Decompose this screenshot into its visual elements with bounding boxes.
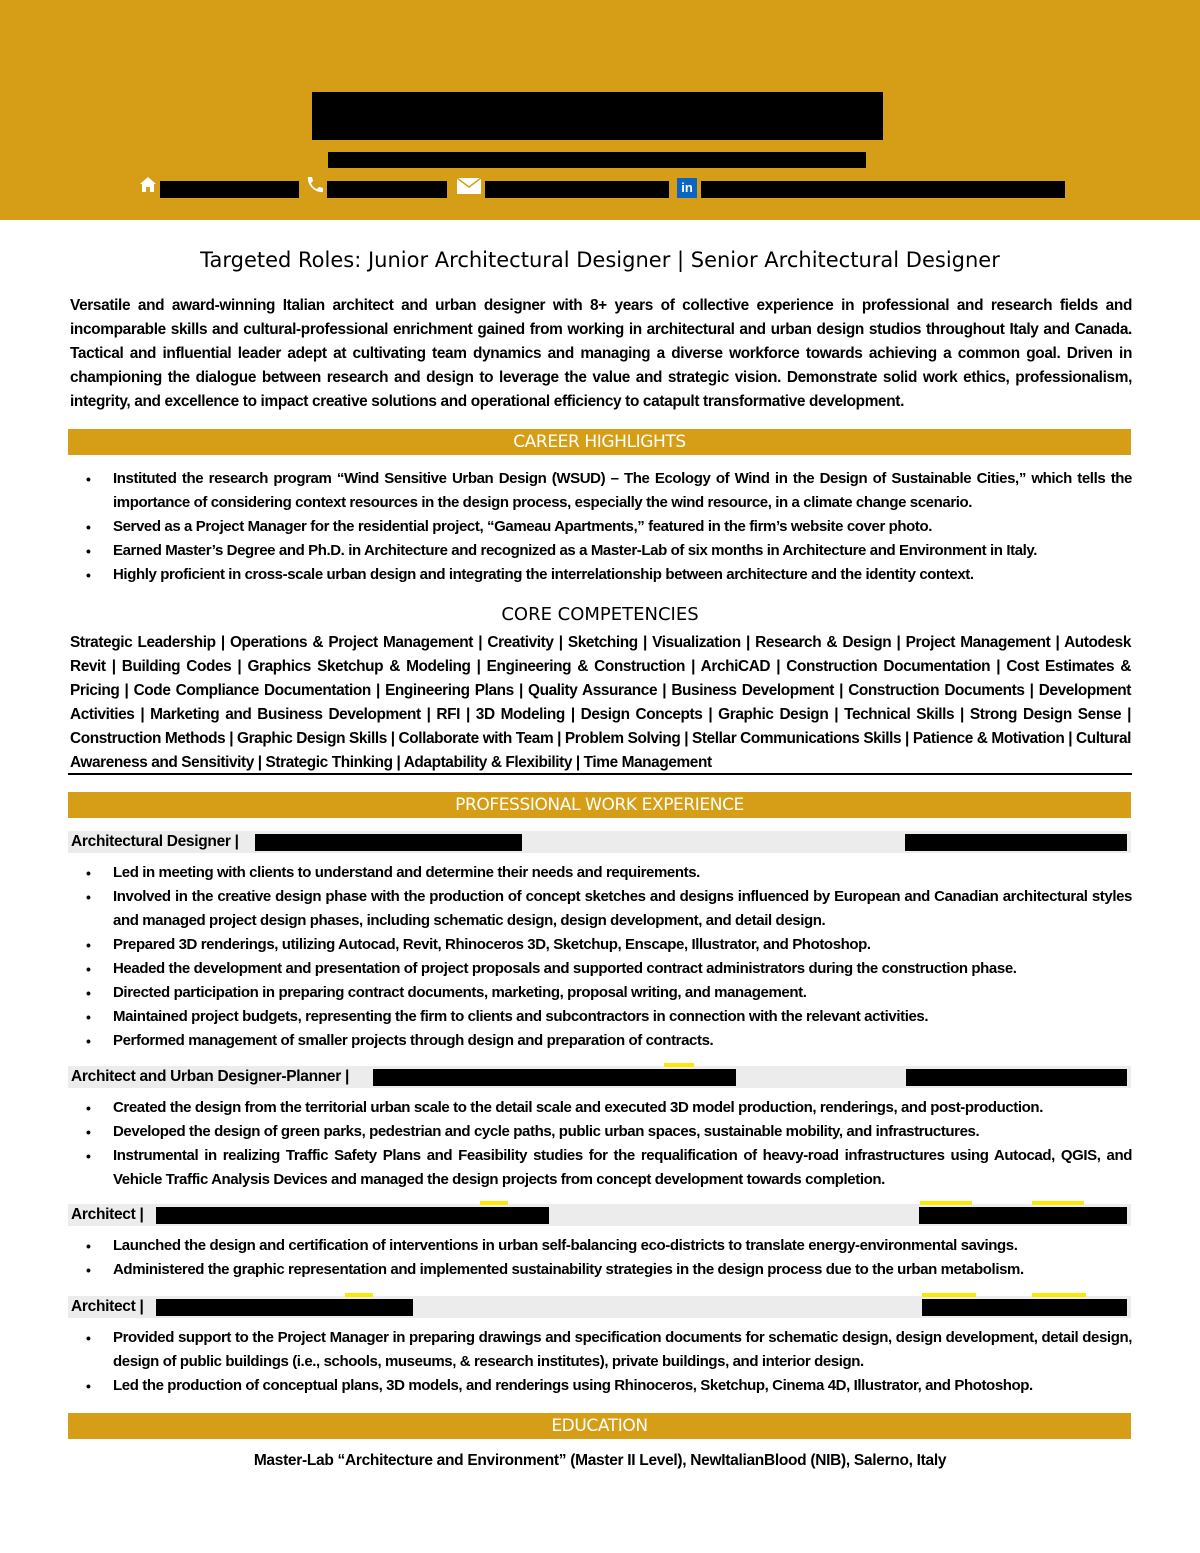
job-header-row bbox=[68, 1204, 1131, 1226]
redacted-dates bbox=[919, 1207, 1127, 1224]
job-duties-list bbox=[86, 1096, 1132, 1192]
job-duties-list bbox=[86, 1234, 1132, 1282]
job-title: Architectural Designer | bbox=[71, 833, 239, 850]
header-banner bbox=[0, 0, 1200, 220]
job-duties-list bbox=[86, 1326, 1132, 1398]
list-item: • Led in meeting with clients to understand and determine their needs and requirements. bbox=[86, 861, 1132, 885]
redacted-linkedin-url[interactable] bbox=[701, 181, 1065, 198]
highlight-mark bbox=[345, 1293, 373, 1297]
highlight-mark bbox=[664, 1063, 694, 1067]
targeted-roles: Targeted Roles: Junior Architectural Designer | Senior Architectural Designer bbox=[200, 248, 1000, 272]
list-item: • Instituted the research program “Wind Sensitive Urban Design (WSUD) – The Ecology of Wind in the Design of Sustainable Cities,” which tells the importance of considering context resources in the design process, especially the wind resource, in a climate change scenario. bbox=[86, 467, 1132, 515]
list-item: • Directed participation in preparing contract documents, marketing, proposal writing, and management. bbox=[86, 981, 1132, 1005]
redacted-name bbox=[312, 92, 883, 140]
redacted-employer bbox=[255, 834, 522, 851]
list-item: • Involved in the creative design phase with the production of concept sketches and designs influenced by European and Canadian architectural styles and managed project design phases, including schematic design, design development, and detail design. bbox=[86, 885, 1132, 933]
list-item: • Headed the development and presentation of project proposals and supported contract administrators during the construction phase. bbox=[86, 957, 1132, 981]
section-header-core-competencies: CORE COMPETENCIES bbox=[501, 604, 699, 625]
list-item: • Provided support to the Project Manager in preparing drawings and specification documents for schematic design, design development, detail design, design of public buildings (i.e., schools, museums, & research institutes), private buildings, and interior design. bbox=[86, 1326, 1132, 1374]
redacted-employer bbox=[156, 1299, 413, 1316]
section-header-career-highlights: CAREER HIGHLIGHTS bbox=[68, 429, 1131, 455]
list-item: • Administered the graphic representation and implemented sustainability strategies in the design process due to the urban metabolism. bbox=[86, 1258, 1132, 1282]
education-entry: Master-Lab “Architecture and Environment” (Master II Level), NewItalianBlood (NIB), Salerno, Italy bbox=[253, 1452, 947, 1469]
redacted-employer bbox=[156, 1207, 549, 1224]
list-item: • Created the design from the territorial urban scale to the detail scale and executed 3D model production, renderings, and post-production. bbox=[86, 1096, 1132, 1120]
professional-summary: Versatile and award-winning Italian architect and urban designer with 8+ years of collective experience in professional and research fields and incomparable skills and cultural-professional enrichment gained from working in architectural and urban design studios throughout Italy and Canada. Tactical and influential leader adept at cultivating team dynamics and managing a diverse workforce towards achieving a common goal. Driven in championing the dialogue between research and design to leverage the value and strategic vision. Demonstrate solid work ethics, professionalism, integrity, and excellence to impact creative solutions and operational efficiency to catapult transformative development. bbox=[70, 297, 1132, 410]
job-header-row bbox=[68, 1066, 1131, 1088]
list-item: • Maintained project budgets, representing the firm to clients and subcontractors in connection with the relevant activities. bbox=[86, 1005, 1132, 1029]
list-item: • Earned Master’s Degree and Ph.D. in Architecture and recognized as a Master-Lab of six months in Architecture and Environment in Italy. bbox=[86, 539, 1132, 563]
redacted-dates bbox=[906, 1069, 1127, 1086]
list-item: • Launched the design and certification of interventions in urban self-balancing eco-districts to translate energy-environmental savings. bbox=[86, 1234, 1132, 1258]
list-item: • Served as a Project Manager for the residential project, “Gameau Apartments,” featured in the firm’s website cover photo. bbox=[86, 515, 1132, 539]
redacted-dates bbox=[922, 1299, 1127, 1316]
highlight-mark bbox=[1032, 1293, 1086, 1297]
email-icon bbox=[457, 178, 477, 198]
highlight-mark bbox=[1032, 1201, 1084, 1205]
job-title: Architect and Urban Designer-Planner | bbox=[71, 1068, 350, 1085]
list-item: • Highly proficient in cross-scale urban design and integrating the interrelationship between architecture and the identity context. bbox=[86, 563, 1132, 587]
highlight-mark bbox=[922, 1293, 976, 1297]
job-title: Architect | bbox=[71, 1298, 144, 1315]
job-header-row bbox=[68, 831, 1131, 853]
redacted-phone bbox=[327, 181, 447, 198]
section-header-work-experience: PROFESSIONAL WORK EXPERIENCE bbox=[68, 792, 1131, 818]
redacted-employer bbox=[373, 1069, 736, 1086]
career-highlights-list bbox=[86, 467, 1132, 587]
list-item: • Performed management of smaller projects through design and preparation of contracts. bbox=[86, 1029, 1132, 1053]
redacted-email bbox=[485, 181, 669, 198]
redacted-tagline bbox=[328, 152, 866, 168]
job-duties-list bbox=[86, 861, 1132, 1053]
job-header-row bbox=[68, 1296, 1131, 1318]
list-item: • Instrumental in realizing Traffic Safety Plans and Feasibility studies for the requalification of heavy-road infrastructures using Autocad, QGIS, and Vehicle Traffic Analysis Devices and managed the design projects from concept development towards completion. bbox=[86, 1144, 1132, 1192]
redacted-address bbox=[160, 181, 299, 198]
linkedin-label: in bbox=[681, 180, 693, 195]
home-icon bbox=[139, 176, 159, 196]
list-item: • Prepared 3D renderings, utilizing Autocad, Revit, Rhinoceros 3D, Sketchup, Enscape, Illustrator, and Photoshop. bbox=[86, 933, 1132, 957]
job-title: Architect | bbox=[71, 1206, 144, 1223]
list-item: • Developed the design of green parks, pedestrian and cycle paths, public urban spaces, sustainable mobility, and infrastructures. bbox=[86, 1120, 1132, 1144]
linkedin-icon[interactable] bbox=[677, 178, 697, 198]
highlight-mark bbox=[920, 1201, 972, 1205]
phone-icon bbox=[305, 176, 325, 196]
redacted-dates bbox=[905, 834, 1127, 851]
section-header-education: EDUCATION bbox=[68, 1413, 1131, 1439]
list-item: • Led the production of conceptual plans, 3D models, and renderings using Rhinoceros, Sketchup, Cinema 4D, Illustrator, and Photoshop. bbox=[86, 1374, 1132, 1398]
core-competencies-list: Strategic Leadership | Operations & Project Management | Creativity | Sketching | Visualization | Research & Design | Project Management | Autodesk Revit | Building Codes | Graphics Sketchup & Modeling | Engineering & Construction | ArchiCAD | Construction Documentation | Cost Estimates & Pricing | Code Compliance Documentation | Engineering Plans | Quality Assurance | Business Development | Construction Documents | Development Activities | Marketing and Business Development | RFI | 3D Modeling | Design Concepts | Graphic Design | Technical Skills | Strong Design Sense | Construction Methods | Graphic Design Skills | Collaborate with Team | Problem Solving | Stellar Communications Skills | Patience & Motivation | Cultural Awareness and Sensitivity | Strategic Thinking | Adaptability & Flexibility | Time Management bbox=[70, 634, 1131, 771]
highlight-mark bbox=[480, 1201, 508, 1205]
divider bbox=[68, 773, 1132, 775]
